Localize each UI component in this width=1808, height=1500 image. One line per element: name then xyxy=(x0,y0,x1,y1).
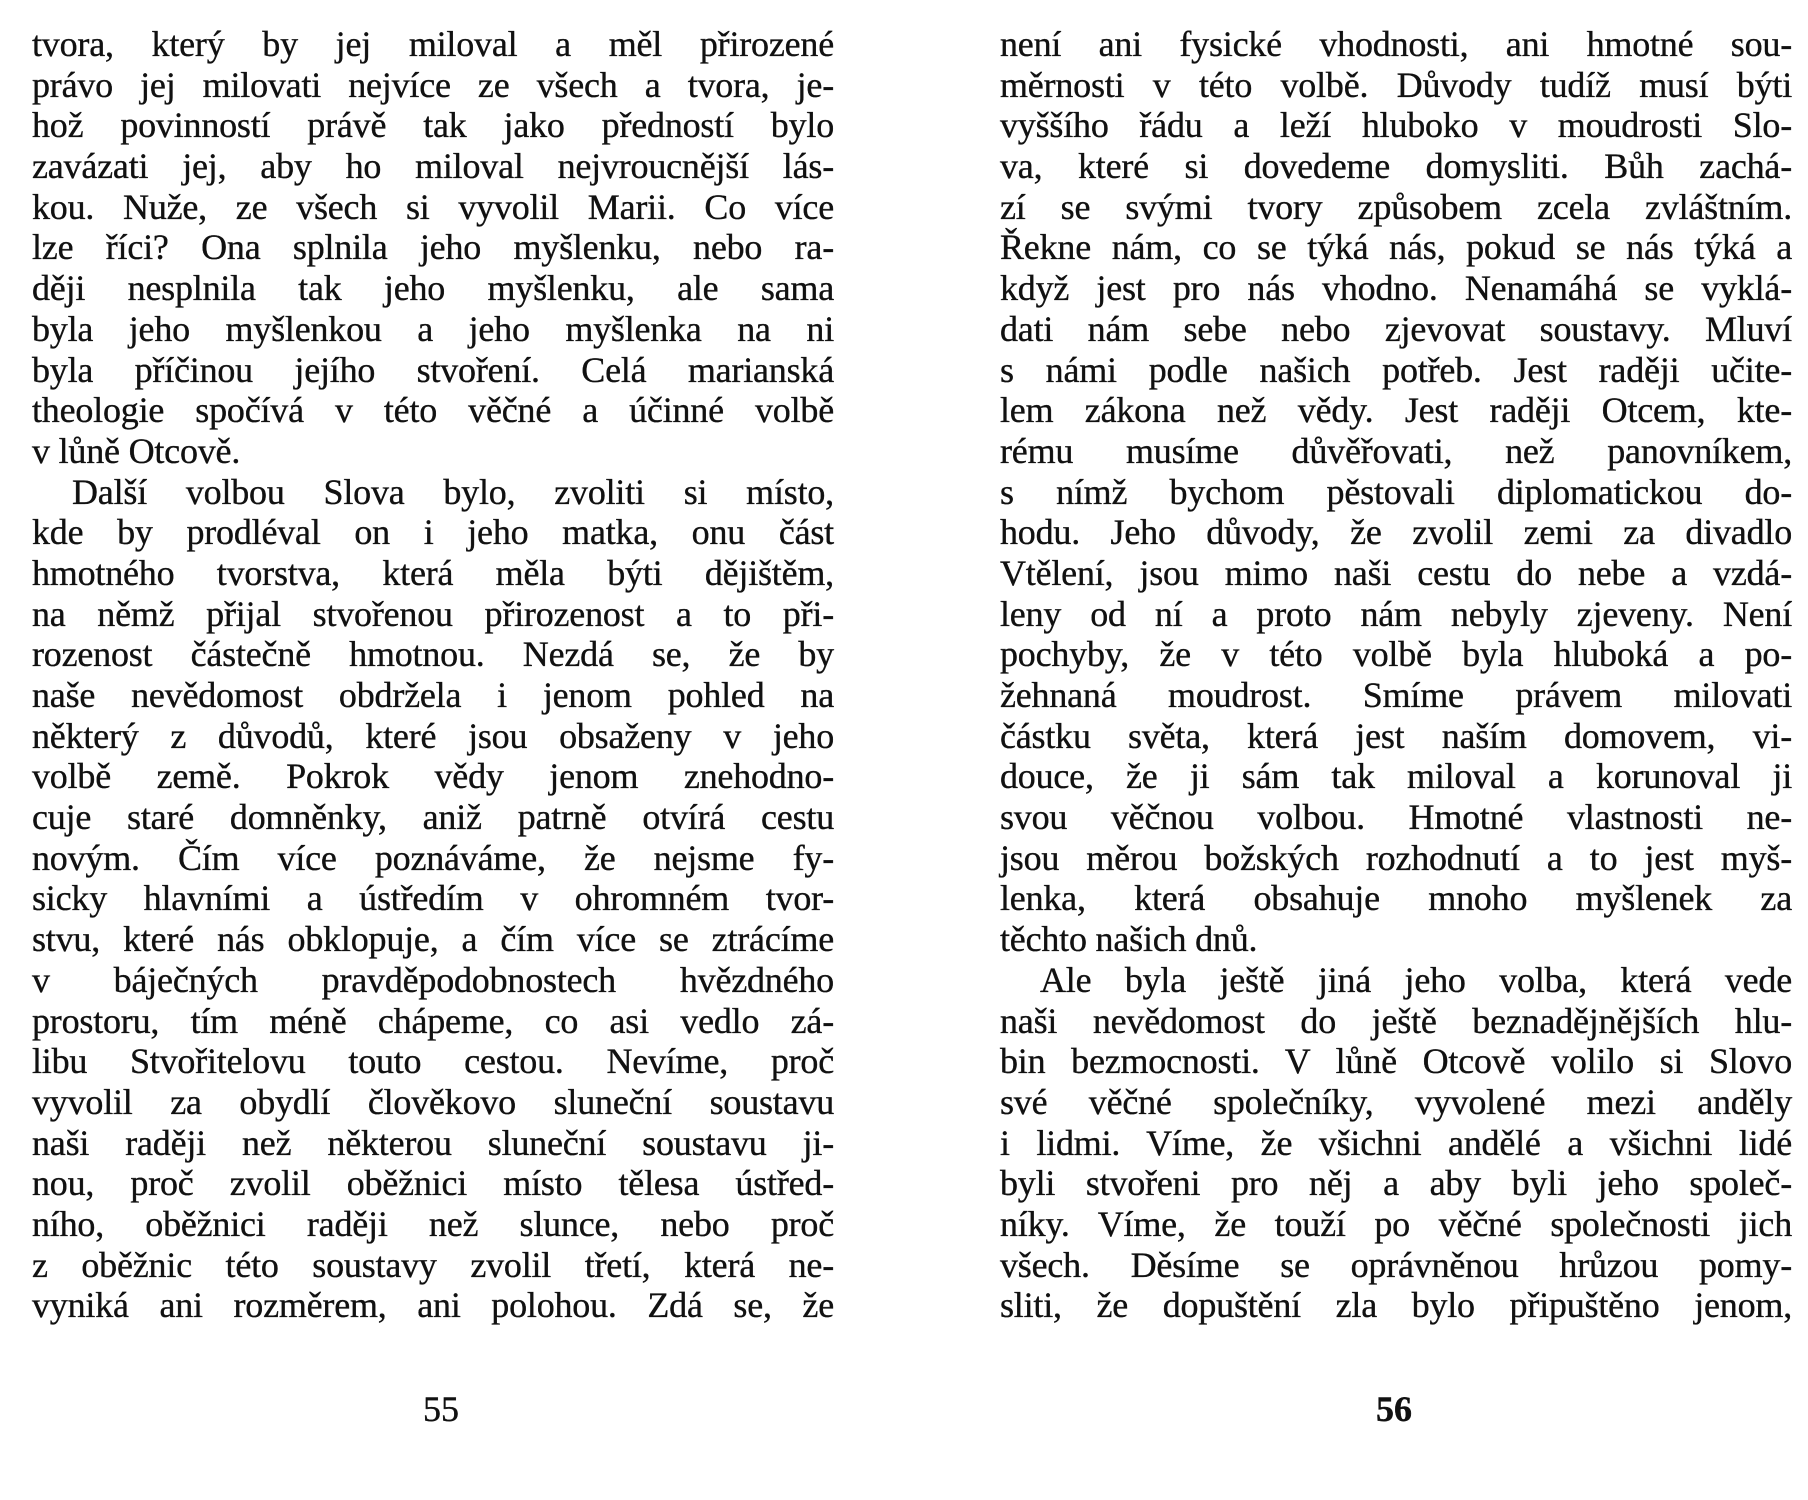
text-line: hmotného tvorstva, která měla býti dějištěm, xyxy=(32,552,834,593)
text-line: lze říci? Ona splnila jeho myšlenku, nebo ra- xyxy=(32,227,834,268)
text-line: prostoru, tím méně chápeme, co asi vedlo zá- xyxy=(32,1000,834,1041)
text-line: bin bezmocnosti. V lůně Otcově volilo si Slovo xyxy=(1000,1041,1792,1082)
text-line: těchto našich dnů. xyxy=(1000,919,1258,960)
text-line: ního, oběžnici raději než slunce, nebo proč xyxy=(32,1203,834,1244)
text-line: svou věčnou volbou. Hmotné vlastnosti ne- xyxy=(1000,797,1792,838)
text-line: theologie spočívá v této věčné a účinné volbě xyxy=(32,390,834,431)
text-line: i lidmi. Víme, že všichni andělé a všichni lidé xyxy=(1000,1122,1792,1163)
text-line: vyvolil za obydlí člověkovo sluneční soustavu xyxy=(32,1081,834,1122)
text-line: naši raději než některou sluneční soustavu ji- xyxy=(32,1122,834,1163)
text-line: tvora, který by jej miloval a měl přirozené xyxy=(32,24,834,64)
text-line: kde by prodléval on i jeho matka, onu část xyxy=(32,512,834,553)
text-line: částku světa, která jest naším domovem, vi- xyxy=(1000,715,1792,756)
text-line: nou, proč zvolil oběžnici místo tělesa ústřed- xyxy=(32,1163,834,1204)
text-line: hož povinností právě tak jako předností bylo xyxy=(32,105,834,146)
page-number-right: 56 xyxy=(1376,1389,1412,1429)
text-line: byla příčinou jejího stvoření. Celá marianská xyxy=(32,349,834,390)
text-line: níky. Víme, že touží po věčné společnosti jich xyxy=(1000,1203,1792,1244)
text-line: sicky hlavními a ústředím v ohromném tvor- xyxy=(32,878,834,919)
text-line: jsou měrou božských rozhodnutí a to jest myš- xyxy=(1000,837,1792,878)
text-line: ději nesplnila tak jeho myšlenku, ale sama xyxy=(32,268,834,309)
text-line: kou. Nuže, ze všech si vyvolil Marii. Co více xyxy=(32,186,834,227)
text-line: právo jej milovati nejvíce ze všech a tvora, je- xyxy=(32,64,834,105)
text-line: v lůně Otcově. xyxy=(32,430,241,471)
text-line: zí se svými tvory způsobem zcela zvláštním. xyxy=(1000,186,1792,227)
text-line: rozenost částečně hmotnou. Nezdá se, že by xyxy=(32,634,834,675)
text-line: va, které si dovedeme domysliti. Bůh zachá- xyxy=(1000,146,1792,187)
text-line: žehnaná moudrost. Smíme právem milovati xyxy=(1000,675,1792,715)
text-line: hodu. Jeho důvody, že zvolil zemi za divadlo xyxy=(1000,512,1792,553)
text-line: Další volbou Slova bylo, zvoliti si místo, xyxy=(72,471,834,512)
text-line: pochyby, že v této volbě byla hluboká a po- xyxy=(1000,634,1792,675)
text-line: není ani fysické vhodnosti, ani hmotné sou- xyxy=(1000,24,1792,64)
text-line: byli stvořeni pro něj a aby byli jeho společ- xyxy=(1000,1163,1792,1204)
left-page-text xyxy=(32,24,834,1326)
text-line: v báječných pravděpodobnostech hvězdného xyxy=(32,959,834,1000)
text-line: své věčné společníky, vyvolené mezi anděly xyxy=(1000,1081,1792,1122)
text-line: naši nevědomost do ještě beznadějnějších hlu- xyxy=(1000,1000,1792,1041)
text-line: Vtělení, jsou mimo naši cestu do nebe a vzdá- xyxy=(1000,552,1792,593)
text-line: s nímž bychom pěstovali diplomatickou do- xyxy=(1000,471,1792,512)
text-line: dati nám sebe nebo zjevovat soustavy. Mluví xyxy=(1000,308,1792,349)
text-line: lenka, která obsahuje mnoho myšlenek za xyxy=(1000,878,1792,919)
text-line: lem zákona než vědy. Jest raději Otcem, kte- xyxy=(1000,390,1792,431)
text-line: když jest pro nás vhodno. Nenamáhá se vyklá- xyxy=(1000,268,1792,309)
text-line: rému musíme důvěřovati, než panovníkem, xyxy=(1000,430,1792,471)
text-line: cuje staré domněnky, aniž patrně otvírá cestu xyxy=(32,797,834,838)
text-line: Řekne nám, co se týká nás, pokud se nás týká a xyxy=(1000,227,1792,268)
text-line: z oběžnic této soustavy zvolil třetí, která ne- xyxy=(32,1244,834,1285)
text-line: stvu, které nás obklopuje, a čím více se ztrácíme xyxy=(32,919,834,960)
text-line: volbě země. Pokrok vědy jenom znehodno- xyxy=(32,756,834,797)
text-line: naše nevědomost obdržela i jenom pohled na xyxy=(32,675,834,715)
text-line: sliti, že dopuštění zla bylo připuštěno jenom, xyxy=(1000,1285,1792,1326)
text-line: byla jeho myšlenkou a jeho myšlenka na ni xyxy=(32,308,834,349)
text-line: vyniká ani rozměrem, ani polohou. Zdá se, že xyxy=(32,1285,834,1326)
text-line: vyššího řádu a leží hluboko v moudrosti Slo- xyxy=(1000,105,1792,146)
right-page-text xyxy=(1000,24,1792,1326)
text-line: douce, že ji sám tak miloval a korunoval ji xyxy=(1000,756,1792,797)
text-line: některý z důvodů, které jsou obsaženy v jeho xyxy=(32,715,834,756)
text-line: Ale byla ještě jiná jeho volba, která vede xyxy=(1040,959,1792,1000)
text-line: novým. Čím více poznáváme, že nejsme fy- xyxy=(32,837,834,878)
text-line: libu Stvořitelovu touto cestou. Nevíme, proč xyxy=(32,1041,834,1082)
text-line: s námi podle našich potřeb. Jest raději učite- xyxy=(1000,349,1792,390)
text-line: leny od ní a proto nám nebyly zjeveny. Není xyxy=(1000,593,1792,634)
text-line: zavázati jej, aby ho miloval nejvroucnější lás- xyxy=(32,146,834,187)
text-line: všech. Děsíme se oprávněnou hrůzou pomy- xyxy=(1000,1244,1792,1285)
page-number-left: 55 xyxy=(423,1389,459,1429)
text-line: měrnosti v této volbě. Důvody tudíž musí býti xyxy=(1000,64,1792,105)
text-line: na němž přijal stvořenou přirozenost a to při- xyxy=(32,593,834,634)
